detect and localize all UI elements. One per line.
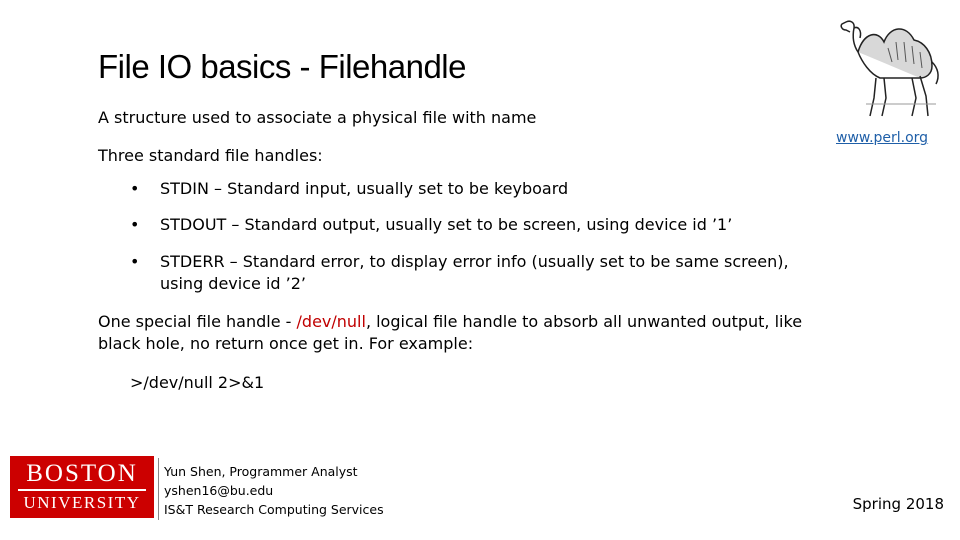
contact-info: [164, 462, 384, 519]
logo-line-2: UNIVERSITY: [23, 493, 141, 512]
example-command: >/dev/null 2>&1: [130, 373, 265, 392]
bullet-icon: •: [130, 179, 140, 198]
semester-label: Spring 2018: [852, 495, 944, 513]
camel-icon: [836, 12, 946, 124]
bullet-text: STDERR – Standard error, to display error info (usually set to be same screen), using device id ’2’: [160, 252, 789, 293]
handles-heading: Three standard file handles:: [98, 146, 323, 165]
dev-null-highlight: /dev/null: [296, 312, 366, 331]
contact-name: Yun Shen, Programmer Analyst: [164, 464, 358, 479]
bullet-text: STDOUT – Standard output, usually set to be screen, using device id ’1’: [160, 215, 733, 234]
special-text-before: One special file handle -: [98, 312, 297, 331]
bullet-item-stdin: [130, 178, 810, 200]
footer-divider: [158, 458, 159, 520]
contact-email: yshen16@bu.edu: [164, 483, 274, 498]
logo-divider: [18, 489, 146, 491]
contact-department: IS&T Research Computing Services: [164, 502, 384, 517]
slide-title: File IO basics - Filehandle: [98, 48, 466, 85]
intro-text: A structure used to associate a physical file with name: [98, 108, 537, 127]
bullet-text: STDIN – Standard input, usually set to be keyboard: [160, 179, 569, 198]
bullet-item-stderr: [130, 251, 810, 295]
special-handle-text: [98, 311, 818, 355]
special-text-after: , logical file handle to absorb all unwanted output, like black hole, no return once get in. For example:: [98, 312, 803, 353]
bullet-item-stdout: [130, 214, 810, 236]
boston-university-logo: [10, 456, 154, 518]
bullet-icon: •: [130, 215, 140, 234]
logo-line-1: BOSTON: [26, 460, 138, 487]
perl-website-link[interactable]: www.perl.org: [836, 130, 929, 146]
bullet-icon: •: [130, 252, 140, 271]
